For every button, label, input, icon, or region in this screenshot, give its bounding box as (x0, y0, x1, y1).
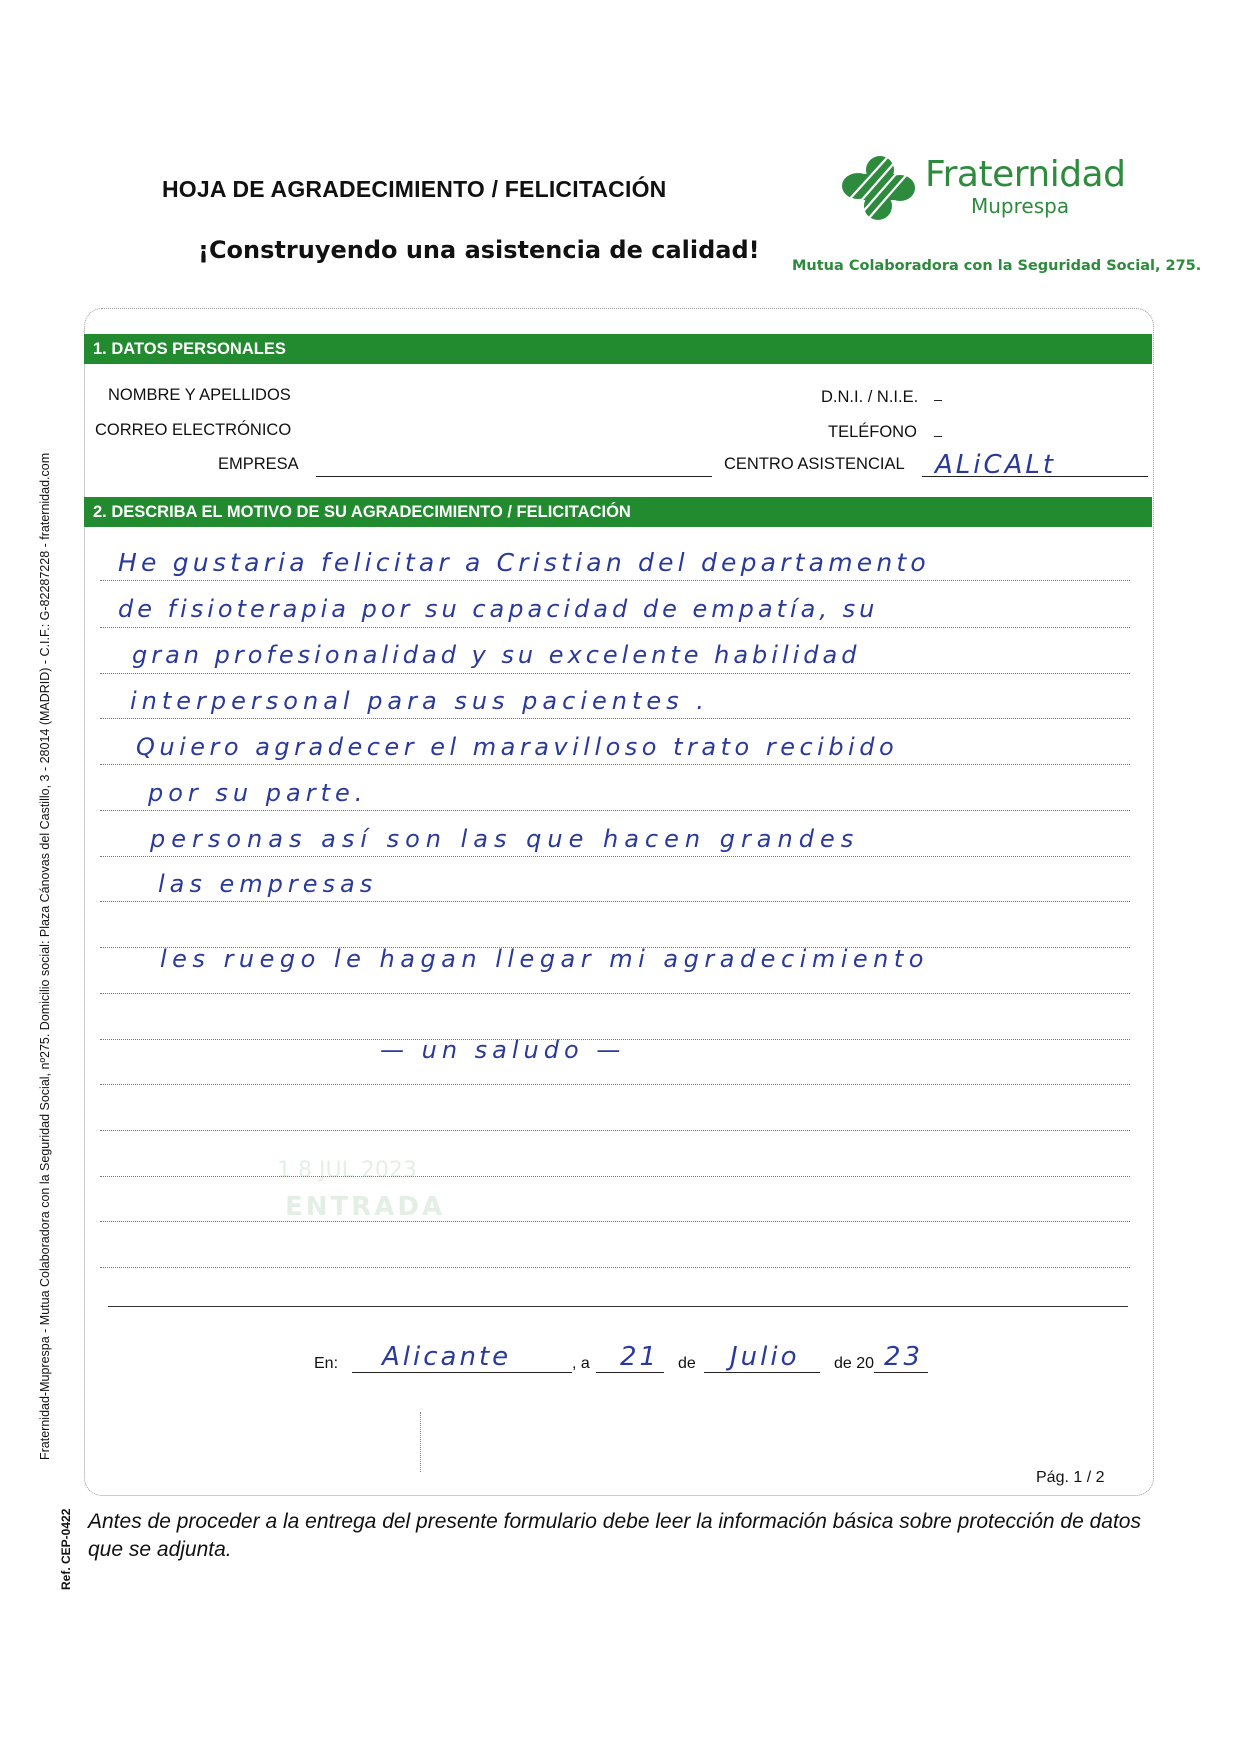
section-motive-header: 2. DESCRIBA EL MOTIVO DE SU AGRADECIMIENTO / FELICITACIÓN (84, 497, 1152, 527)
entry-stamp (255, 1110, 455, 1230)
hand-line: por su parte. (148, 779, 368, 807)
hand-line: He gustaria felicitar a Cristian del departamento (118, 548, 930, 577)
label-empresa: EMPRESA (218, 455, 299, 473)
writing-line (100, 1084, 1130, 1085)
writing-line (100, 1176, 1130, 1177)
label-centro: CENTRO ASISTENCIAL (724, 455, 905, 473)
empresa-field[interactable] (316, 476, 712, 477)
side-legal-text: Fraternidad-Muprespa - Mutua Colaboradora con la Seguridad Social, nº275. Domicilio social: Plaza Cánovas del Castillo, 3 - 28014 (MADRID) - C.I.F.: G-82287228 - fraternidad.com (38, 452, 52, 1460)
hand-line: personas así son las que hacen grandes (150, 825, 860, 853)
dni-field[interactable] (934, 400, 942, 401)
section-personal-data-header: 1. DATOS PERSONALES (84, 334, 1152, 364)
writing-line (100, 810, 1130, 811)
label-correo: CORREO ELECTRÓNICO (95, 421, 292, 439)
label-telefono: TELÉFONO (828, 423, 917, 441)
writing-line (100, 1221, 1130, 1222)
day-value: 21 (620, 1342, 660, 1372)
label-dni: D.N.I. / N.I.E. (821, 388, 919, 406)
logo-subname: Muprespa (971, 194, 1070, 218)
hand-line: interpersonal para sus pacientes . (130, 687, 709, 715)
hand-line: les ruego le hagan llegar mi agradecimiento (160, 945, 929, 973)
writing-line (100, 1267, 1130, 1268)
year-value: 23 (884, 1342, 924, 1372)
label-a: , a (572, 1355, 590, 1372)
hand-line: las empresas (158, 870, 378, 898)
writing-line (100, 718, 1130, 719)
form-reference: Ref. CEP-0422 (59, 1508, 73, 1590)
hand-line: — un saludo — (380, 1036, 626, 1064)
writing-line (100, 627, 1130, 628)
logo-name: Fraternidad (925, 154, 1126, 195)
label-nombre: NOMBRE Y APELLIDOS (108, 386, 291, 404)
place-value: Alicante (382, 1342, 512, 1372)
data-protection-note: Antes de proceder a la entrega del presente formulario debe leer la información básica sobre protección de datos que se adjunta. (88, 1510, 1141, 1561)
writing-line (100, 993, 1130, 994)
telefono-field[interactable] (934, 436, 942, 437)
label-year: de 20 (834, 1355, 875, 1372)
year-field[interactable] (874, 1372, 928, 1373)
writing-line (100, 856, 1130, 857)
closing-line (108, 1306, 1128, 1307)
month-field[interactable] (704, 1372, 820, 1373)
hand-line: gran profesionalidad y su excelente habilidad (132, 641, 861, 669)
hand-line: Quiero agradecer el maravilloso trato recibido (136, 733, 899, 761)
label-en: En: (314, 1355, 339, 1372)
centro-value: ALiCALt (935, 450, 1057, 480)
signature-mark (420, 1412, 422, 1472)
writing-line (100, 580, 1130, 581)
page-title: HOJA DE AGRADECIMIENTO / FELICITACIÓN (162, 176, 667, 202)
day-field[interactable] (596, 1372, 664, 1373)
label-de: de (678, 1355, 696, 1372)
stamp-text: ENTRADA (285, 1192, 446, 1222)
writing-line (100, 764, 1130, 765)
stamp-date: 1 8 JUL 2023 (277, 1158, 417, 1183)
month-value: Julio (730, 1342, 800, 1372)
page-subtitle: ¡Construyendo una asistencia de calidad! (198, 236, 760, 264)
writing-line (100, 901, 1130, 902)
writing-line (100, 1130, 1130, 1131)
place-field[interactable] (352, 1372, 572, 1373)
page-number: Pág. 1 / 2 (1036, 1469, 1105, 1486)
hand-line: de fisioterapia por su capacidad de empatía, su (118, 595, 879, 623)
form-frame (84, 308, 1154, 1496)
mutua-tagline: Mutua Colaboradora con la Seguridad Social, 275. (792, 258, 1202, 274)
writing-line (100, 673, 1130, 674)
